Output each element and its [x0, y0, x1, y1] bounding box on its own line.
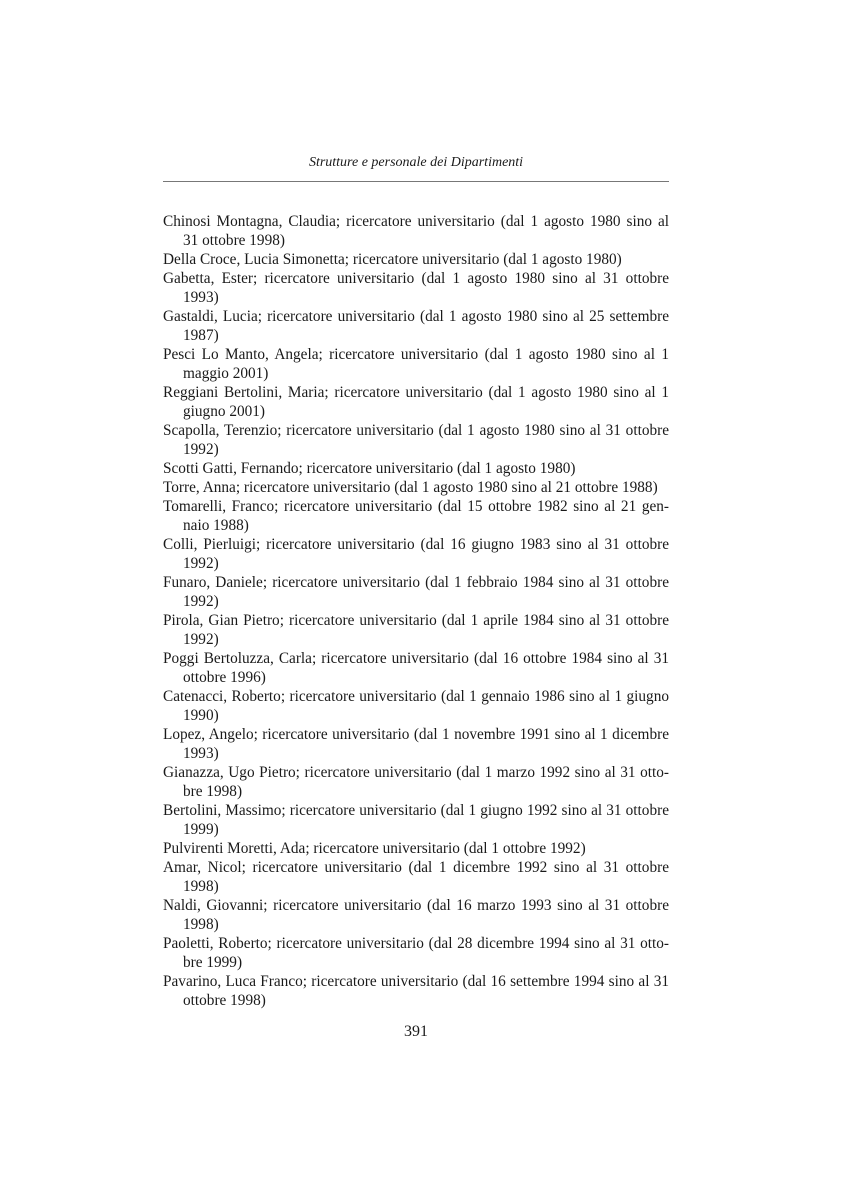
entry-line: Poggi Bertoluzza, Carla; ricercatore universitario (dal 16 ottobre 1984 sino al 31 [163, 650, 669, 667]
entry-continuation: giugno 2001) [183, 403, 266, 420]
entry-continuation: 1998) [183, 878, 219, 895]
list-item [163, 649, 669, 687]
list-item [163, 345, 669, 383]
entry-line: Tomarelli, Franco; ricercatore universitario (dal 15 ottobre 1982 sino al 21 gen- [163, 498, 669, 515]
entry-continuation: 1987) [183, 327, 219, 344]
entry-line: Pirola, Gian Pietro; ricercatore universitario (dal 1 aprile 1984 sino al 31 ottobre [163, 612, 669, 629]
entry-continuation: bre 1998) [183, 783, 243, 800]
entry-line: Gianazza, Ugo Pietro; ricercatore universitario (dal 1 marzo 1992 sino al 31 otto- [163, 764, 669, 781]
entry-continuation: naio 1988) [183, 517, 249, 534]
entry-line: Amar, Nicol; ricercatore universitario (dal 1 dicembre 1992 sino al 31 ottobre [163, 859, 669, 876]
entry-continuation: 1993) [183, 745, 219, 762]
entry-line: Scotti Gatti, Fernando; ricercatore universitario (dal 1 agosto 1980) [163, 460, 576, 477]
entry-continuation: 1990) [183, 707, 219, 724]
entry-continuation: maggio 2001) [183, 365, 269, 382]
entry-line: Della Croce, Lucia Simonetta; ricercatore universitario (dal 1 agosto 1980) [163, 251, 622, 268]
entry-line: Paoletti, Roberto; ricercatore universitario (dal 28 dicembre 1994 sino al 31 otto- [163, 935, 669, 952]
list-item [163, 307, 669, 345]
entry-line: Pulvirenti Moretti, Ada; ricercatore universitario (dal 1 ottobre 1992) [163, 840, 586, 857]
entry-line: Gastaldi, Lucia; ricercatore universitario (dal 1 agosto 1980 sino al 25 settembre [163, 308, 669, 325]
entry-line: Colli, Pierluigi; ricercatore universitario (dal 16 giugno 1983 sino al 31 ottobre [163, 536, 669, 553]
list-item [163, 459, 669, 478]
list-item [163, 535, 669, 573]
list-item [163, 687, 669, 725]
entry-continuation: 1993) [183, 289, 219, 306]
list-item [163, 896, 669, 934]
list-item [163, 250, 669, 269]
entry-line: Pesci Lo Manto, Angela; ricercatore universitario (dal 1 agosto 1980 sino al 1 [163, 346, 669, 363]
list-item [163, 573, 669, 611]
entry-continuation: 1992) [183, 631, 219, 648]
entry-line: Lopez, Angelo; ricercatore universitario (dal 1 novembre 1991 sino al 1 dicembre [163, 726, 669, 743]
list-item [163, 421, 669, 459]
entry-line: Torre, Anna; ricercatore universitario (dal 1 agosto 1980 sino al 21 ottobre 1988) [163, 479, 658, 496]
running-header: Strutture e personale dei Dipartimenti [308, 155, 524, 170]
entry-continuation: ottobre 1998) [183, 992, 266, 1009]
page-number: 391 [404, 1023, 428, 1040]
list-item [163, 383, 669, 421]
list-item [163, 972, 669, 1010]
list-item [163, 725, 669, 763]
entry-line: Pavarino, Luca Franco; ricercatore universitario (dal 16 settembre 1994 sino al 31 [163, 973, 669, 990]
personnel-list [163, 212, 669, 1010]
entry-line: Bertolini, Massimo; ricercatore universitario (dal 1 giugno 1992 sino al 31 ottobre [163, 802, 669, 819]
entry-line: Naldi, Giovanni; ricercatore universitario (dal 16 marzo 1993 sino al 31 ottobre [163, 897, 669, 914]
entry-line: Gabetta, Ester; ricercatore universitario (dal 1 agosto 1980 sino al 31 ottobre [163, 270, 669, 287]
entry-continuation: 1998) [183, 916, 219, 933]
entry-continuation: 1999) [183, 821, 219, 838]
list-item [163, 763, 669, 801]
entry-continuation: 31 ottobre 1998) [183, 232, 285, 249]
entry-continuation: 1992) [183, 593, 219, 610]
entry-line: Chinosi Montagna, Claudia; ricercatore universitario (dal 1 agosto 1980 sino al [163, 213, 669, 230]
list-item [163, 497, 669, 535]
list-item [163, 934, 669, 972]
list-item [163, 611, 669, 649]
list-item [163, 801, 669, 839]
entry-continuation: 1992) [183, 555, 219, 572]
entry-line: Catenacci, Roberto; ricercatore universitario (dal 1 gennaio 1986 sino al 1 giugno [163, 688, 669, 705]
list-item [163, 839, 669, 858]
list-item [163, 478, 669, 497]
entry-continuation: 1992) [183, 441, 219, 458]
list-item [163, 269, 669, 307]
list-item [163, 858, 669, 896]
entry-continuation: ottobre 1996) [183, 669, 266, 686]
entry-line: Reggiani Bertolini, Maria; ricercatore universitario (dal 1 agosto 1980 sino al 1 [163, 384, 669, 401]
list-item [163, 212, 669, 250]
entry-continuation: bre 1999) [183, 954, 243, 971]
entry-line: Funaro, Daniele; ricercatore universitario (dal 1 febbraio 1984 sino al 31 ottobre [163, 574, 669, 591]
entry-line: Scapolla, Terenzio; ricercatore universitario (dal 1 agosto 1980 sino al 31 ottobre [163, 422, 669, 439]
header-rule [163, 181, 669, 182]
